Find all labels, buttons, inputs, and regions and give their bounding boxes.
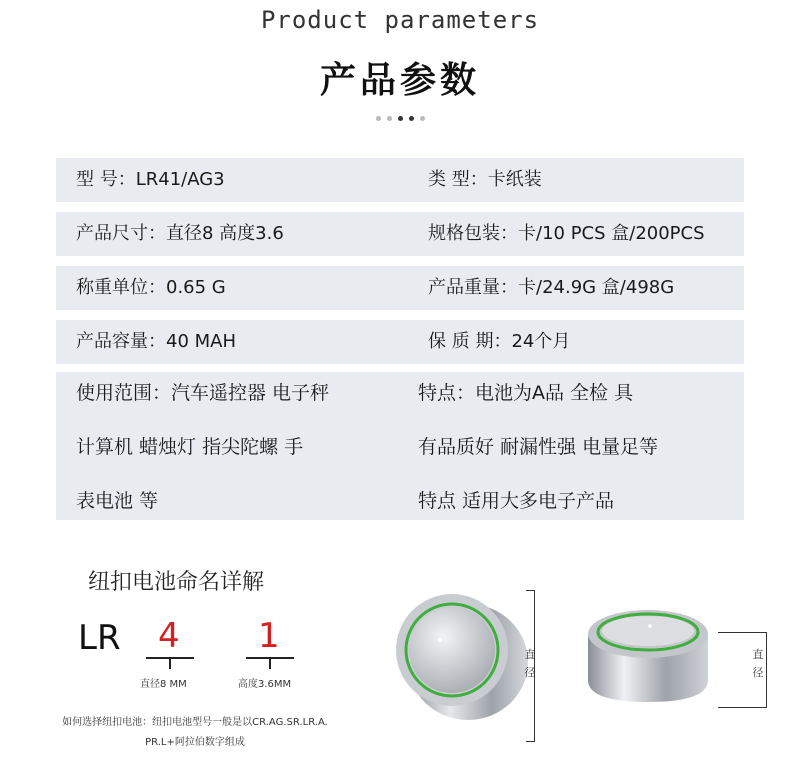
param-row-size [56, 212, 744, 256]
param-size: 产品尺寸：直径8 高度3.6 [76, 223, 284, 244]
diameter-label-top: 直 [524, 648, 536, 661]
title-english: Product parameters [260, 6, 540, 34]
dot [409, 116, 414, 121]
param-unit-weight: 称重单位：0.65 G [76, 277, 226, 298]
dot [398, 116, 403, 121]
param-row-usage [56, 372, 744, 520]
tick [169, 657, 171, 669]
tick [269, 657, 271, 669]
naming-title: 纽扣电池命名详解 [88, 570, 265, 595]
param-row-model [56, 158, 744, 202]
battery-side-image [578, 600, 728, 710]
height-label-top: 直 [752, 648, 764, 661]
param-packing: 规格包装：卡/10 PCS 盒/200PCS [428, 223, 705, 244]
decorative-dots [0, 116, 800, 121]
param-model: 型 号：LR41/AG3 [76, 169, 225, 190]
diameter-label-bottom: 径 [524, 666, 536, 679]
usage-line: 计算机 蜡烛灯 指尖陀螺 手 [76, 436, 304, 458]
height-label-bottom: 径 [752, 666, 764, 679]
label-diameter: 直径8 MM [140, 679, 187, 690]
param-shelf-life: 保 质 期：24个月 [428, 331, 571, 352]
naming-note-line2: PR.L+阿拉伯数字组成 [145, 737, 245, 748]
feature-line: 特点：电池为A品 全检 具 [418, 382, 634, 404]
param-capacity: 产品容量：40 MAH [76, 331, 237, 352]
dot [376, 116, 381, 121]
usage-line: 使用范围：汽车遥控器 电子秤 [76, 382, 330, 404]
title-chinese: 产品参数 [319, 60, 480, 101]
dot [420, 116, 425, 121]
param-type: 类 型：卡纸装 [428, 169, 542, 190]
param-row-weight [56, 266, 744, 310]
label-height: 高度3.6MM [238, 679, 292, 690]
feature-line: 特点 适用大多电子产品 [418, 490, 615, 512]
battery-large-image [380, 580, 540, 740]
naming-digit-height: 1 [258, 616, 280, 656]
param-row-capacity [56, 320, 744, 364]
naming-prefix: LR [78, 618, 121, 658]
feature-line: 有品质好 耐漏性强 电量足等 [418, 436, 659, 458]
usage-line: 表电池 等 [76, 490, 159, 512]
naming-digit-diameter: 4 [158, 616, 180, 656]
param-product-weight: 产品重量：卡/24.9G 盒/498G [428, 277, 675, 298]
naming-note-line1: 如何选择纽扣电池：纽扣电池型号一般是以CR.AG.SR.LR.A. [62, 717, 328, 728]
dot [387, 116, 392, 121]
